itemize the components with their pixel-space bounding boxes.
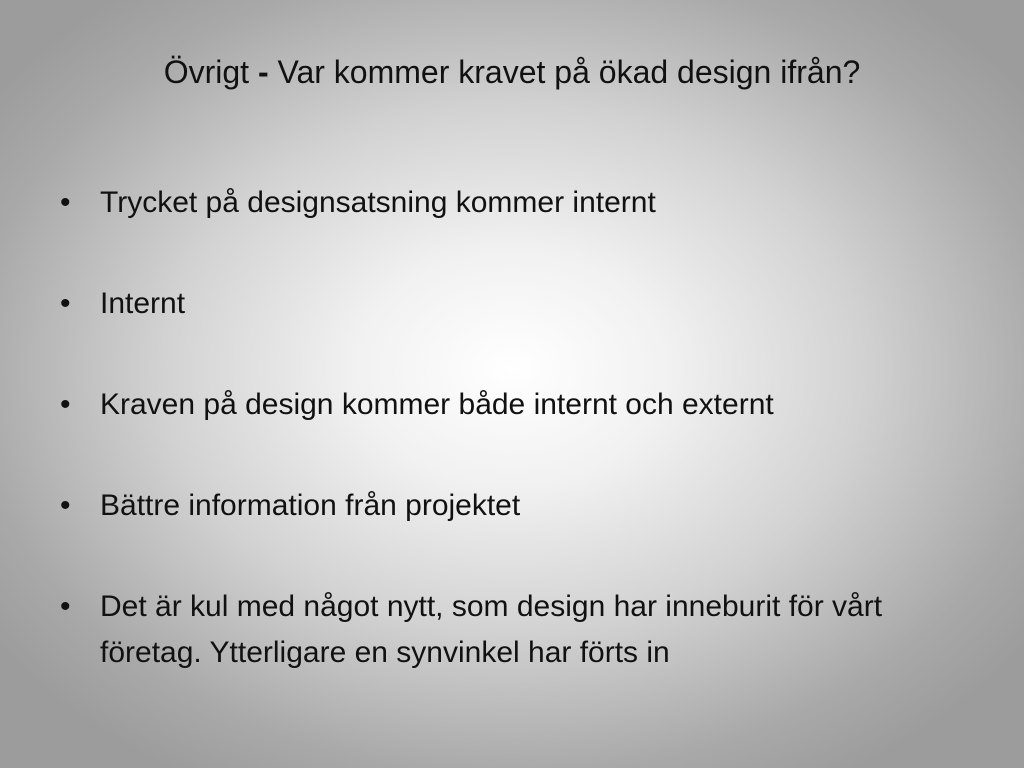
slide-title (0, 48, 1024, 96)
bullet-point-icon: • (60, 186, 71, 219)
bullet-item (56, 281, 986, 327)
bullet-item (56, 382, 986, 428)
bullet-text: Bättre information från projektet (100, 489, 521, 522)
title-dash: - (257, 54, 269, 90)
title-prefix: Övrigt (163, 54, 258, 90)
bullet-item (56, 483, 986, 529)
bullet-text: Trycket på designsatsning kommer internt (100, 186, 656, 219)
title-question: Var kommer kravet på ökad design ifrån? (268, 54, 861, 90)
bullet-item (56, 180, 986, 226)
bullet-list (56, 180, 986, 676)
bullet-text: Det är kul med något nytt, som design har inneburit för vårt företag. Ytterligare en synvinkel har förts in (100, 590, 883, 669)
bullet-text: Internt (100, 287, 186, 320)
bullet-point-icon: • (60, 388, 71, 421)
bullet-item (56, 584, 986, 676)
bullet-point-icon: • (60, 590, 71, 623)
bullet-point-icon: • (60, 287, 71, 320)
bullet-point-icon: • (60, 489, 71, 522)
bullet-text: Kraven på design kommer både internt och externt (100, 388, 774, 421)
